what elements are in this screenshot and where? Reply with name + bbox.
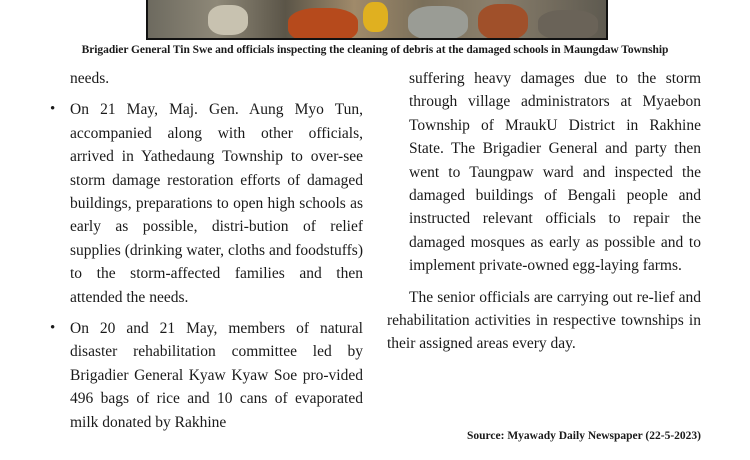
- continued-paragraph: needs.: [70, 70, 110, 87]
- photo-debris: [208, 5, 248, 35]
- left-column: [50, 67, 363, 434]
- bullet-item: • On 20 and 21 May, members of natural disaster rehabilitation committee led by Brigadier General Kyaw Kyaw Soe pro-vided 496 bags of rice and 10 cans of evaporated milk donated by Rakhine: [50, 317, 363, 434]
- photo-people: [288, 8, 358, 40]
- news-photo: [146, 0, 608, 40]
- photo-ground: [538, 10, 598, 40]
- right-column: [387, 67, 701, 356]
- photo-debris: [478, 4, 528, 40]
- bullet-item: • On 21 May, Maj. Gen. Aung Myo Tun, accompanied along with other officials, arrived in Yathedaung Township to over-see storm damage restoration efforts of damaged buildings, preparations to open high schools as early as possible, distri-bution of relief supplies (drinking water, cloths and foodstuffs) to the storm-affected families and then attended the needs.: [50, 98, 363, 309]
- photo-hat: [363, 2, 388, 32]
- photo-caption: Brigadier General Tin Swe and officials inspecting the cleaning of debris at the damaged schools in Maungdaw Township: [81, 44, 669, 56]
- paragraph: suffering heavy damages due to the storm through village administrators at Myaebon Township of MraukU District in Rakhine State. The Brigadier General and party then went to Taungpaw ward and inspected the damaged buildings of Bengali people and instructed relevant officials to repair the damaged mosques as early as possible and to implement private-owned egg-laying farms.: [409, 70, 701, 275]
- source-credit: Source: Myawady Daily Newspaper (22-5-2023): [466, 430, 701, 442]
- photo-roofing: [408, 6, 468, 40]
- paragraph: The senior officials are carrying out re-lief and rehabilitation activities in respective townships in their assigned areas every day.: [387, 288, 701, 353]
